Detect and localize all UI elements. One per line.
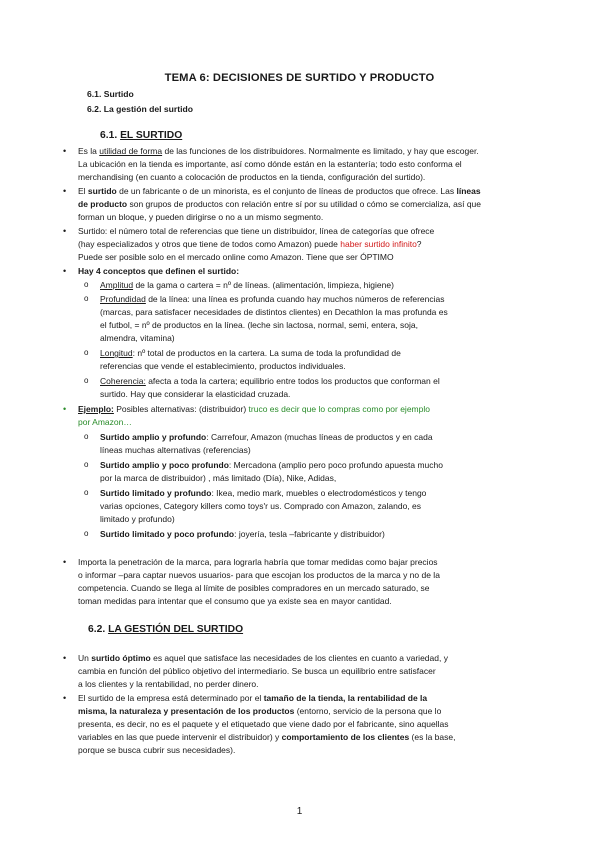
- paragraph-line: Es la utilidad de forma de las funciones de los distribuidores. Normalmente es limitado, y hay que escoger.: [78, 146, 479, 156]
- toc-item-gestion: 6.2. La gestión del surtido: [87, 104, 194, 114]
- paragraph-line: Surtido limitado y poco profundo: joyería, tesla –fabricante y distribuidor): [100, 529, 385, 539]
- paragraph-line: cambia en función del público objetivo del intermediario. Se busca un equilibrio entre satisfacer: [78, 666, 436, 676]
- paragraph-line: variables en las que puede intervenir el distribuidor) y comportamiento de los clientes (es la base,: [78, 732, 456, 742]
- paragraph-line: limitado y profundo): [100, 514, 175, 524]
- paragraph-line: competencia. Cuando se llega al límite de posibles compradores en un mercado saturado, se: [78, 583, 430, 593]
- circle-bullet-icon: o: [84, 460, 89, 469]
- paragraph-line: La ubicación en la tienda es importante, así como dónde están en la estantería; todo esto conforma el: [78, 159, 462, 169]
- paragraph-line: merchandising (en cuanto a colocación de productos en la tienda, configuración del surtido).: [78, 172, 426, 182]
- paragraph-line: forman un bloque, y pueden dirigirse o no a un mismo segmento.: [78, 212, 324, 222]
- paragraph-line: Profundidad de la línea: una línea es profunda cuando hay muchos números de referencias: [100, 294, 445, 304]
- paragraph-line: El surtido de un fabricante o de un minorista, es el conjunto de líneas de productos que ofrece. Las líneas: [78, 186, 481, 196]
- bullet-icon: •: [63, 266, 67, 276]
- paragraph-line: líneas muchas alternativas (referencias): [100, 445, 251, 455]
- section-title: EL SURTIDO: [120, 130, 183, 141]
- paragraph-line: Coherencia: afecta a toda la cartera; equilibrio entre todos los productos que conforman el: [100, 376, 440, 386]
- paragraph-line: (hay especializados y otros que tiene de todos como Amazon) puede haber surtido infinito?: [78, 239, 422, 249]
- paragraph-line: Un surtido óptimo es aquel que satisface las necesidades de los clientes en cuanto a variedad, y: [78, 653, 448, 663]
- paragraph-line: presenta, es decir, no es el paquete y el etiquetado que viene dado por el fabricante, sino aquellas: [78, 719, 449, 729]
- paragraph-line: el futbol, = nº de productos en la línea. (leche sin lactosa, normal, semi, entera, soja,: [100, 320, 419, 330]
- paragraph-line: porque se busca cubrir sus necesidades).: [78, 745, 236, 755]
- paragraph-line: Ejemplo: Posibles alternativas: (distribuidor) truco es decir que lo compras como por ejemplo: [78, 404, 430, 414]
- paragraph-line: Importa la penetración de la marca, para lograrla habría que tomar medidas como bajar precios: [78, 557, 438, 567]
- circle-bullet-icon: o: [84, 294, 89, 303]
- circle-bullet-icon: o: [84, 280, 89, 289]
- paragraph-line: referencias que vende el establecimiento, productos individuales.: [100, 361, 346, 371]
- paragraph-line: Surtido: el número total de referencias que tiene un distribuidor, línea de categorías que ofrece: [78, 226, 435, 236]
- paragraph-line: El surtido de la empresa está determinado por el tamaño de la tienda, la rentabilidad de la: [78, 693, 428, 703]
- paragraph-line: almendra, vitamina): [100, 333, 175, 343]
- paragraph-line: o informar –para captar nuevos usuarios- para que escojan los productos de la marca y no de la: [78, 570, 440, 580]
- paragraph-line: Longitud: nº total de productos en la cartera. La suma de toda la profundidad de: [100, 348, 401, 358]
- paragraph-line: Surtido amplio y poco profundo: Mercadona (amplio pero poco profundo apuesta mucho: [100, 460, 443, 470]
- section-number: 6.1.: [100, 130, 118, 141]
- circle-bullet-icon: o: [84, 376, 89, 385]
- paragraph-line: a los clientes y la rentabilidad, no perder dinero.: [78, 679, 259, 689]
- page-title: TEMA 6: DECISIONES DE SURTIDO Y PRODUCTO: [164, 72, 435, 84]
- paragraph-line: misma, la naturaleza y presentación de los productos (entorno, servicio de la persona que lo: [78, 706, 442, 716]
- paragraph-line: Surtido limitado y profundo: Ikea, medio mark, muebles o electrodomésticos y tengo: [100, 488, 427, 498]
- circle-bullet-icon: o: [84, 529, 89, 538]
- bullet-icon: •: [63, 146, 67, 156]
- section-number: 6.2.: [88, 624, 106, 635]
- paragraph-line: toman medidas para intentar que el consumo que ya existe sea en mayor cantidad.: [78, 596, 392, 606]
- section-heading-gestion: [88, 624, 243, 635]
- paragraph-line: surtido. Hay que considerar la elasticidad cruzada.: [100, 389, 291, 399]
- circle-bullet-icon: o: [84, 488, 89, 497]
- bullet-icon: •: [63, 226, 67, 236]
- bullet-icon: •: [63, 186, 67, 196]
- section-title: LA GESTIÓN DEL SURTIDO: [108, 624, 244, 635]
- paragraph-line: de producto son grupos de productos con relación entre sí por su utilidad o cómo se comercializa, así que: [78, 199, 481, 209]
- paragraph-line: (marcas, para satisfacer necesidades de distintos clientes) en Decathlon la mas profunda es: [100, 307, 448, 317]
- bullet-icon: •: [63, 404, 67, 414]
- paragraph-line: varias opciones, Category killers como toys'r us. Comprado con Amazon, zalando, es: [100, 501, 421, 511]
- bullet-icon: •: [63, 693, 67, 703]
- toc-item-surtido: 6.1. Surtido: [87, 89, 134, 99]
- paragraph-line: por Amazon…: [78, 417, 132, 427]
- paragraph-line: Hay 4 conceptos que definen el surtido:: [78, 266, 240, 276]
- paragraph-line: Puede ser posible solo en el mercado online como Amazon. Tiene que ser ÓPTIMO: [78, 252, 394, 262]
- paragraph-line: Amplitud de la gama o cartera = nº de líneas. (alimentación, limpieza, higiene): [100, 280, 394, 290]
- bullet-icon: •: [63, 557, 67, 567]
- circle-bullet-icon: o: [84, 348, 89, 357]
- section-heading-surtido: [100, 130, 182, 141]
- paragraph-line: por la marca de distribuidor) , más limitado (Día), Nike, Adidas,: [100, 473, 337, 483]
- page-number: 1: [296, 806, 303, 817]
- bullet-icon: •: [63, 653, 67, 663]
- circle-bullet-icon: o: [84, 432, 89, 441]
- paragraph-line: Surtido amplio y profundo: Carrefour, Amazon (muchas líneas de productos y en cada: [100, 432, 433, 442]
